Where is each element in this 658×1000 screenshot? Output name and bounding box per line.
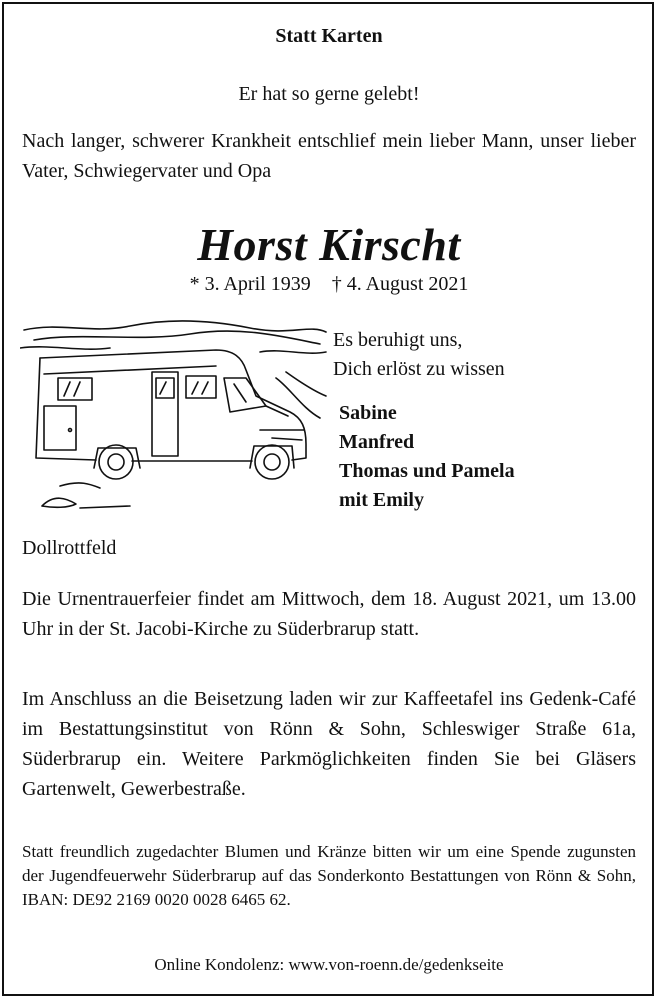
comfort-line: Dich erlöst zu wissen: [333, 358, 505, 380]
deceased-name: Horst Kirscht: [197, 219, 461, 270]
donation-text: Statt freundlich zugedachter Blumen und Kränze bitten wir um eine Spende zugunsten der Jugendfeuerwehr Süderbrarup auf das Sonderkonto Bestattungen von Rönn & Sohn, IBAN: DE92 2169 0020 0028 6465 62.: [22, 842, 636, 909]
place-name: Dollrottfeld: [22, 537, 117, 559]
family-member: Sabine: [339, 402, 397, 424]
life-dates: [0, 273, 658, 296]
camper-van-icon: [20, 318, 330, 518]
family-member: Manfred: [339, 431, 415, 453]
motto: Er hat so gerne gelebt!: [238, 83, 420, 105]
comfort-line: Es beruhigt uns,: [333, 329, 463, 351]
ceremony-text: Die Urnentrauerfeier findet am Mittwoch, dem 18. August 2021, um 13.00 Uhr in der St. Jacobi-Kirche zu Süderbrarup statt.: [22, 588, 636, 640]
family-member: mit Emily: [339, 489, 424, 511]
intro-text: Nach langer, schwerer Krankheit entschlief mein lieber Mann, unser lieber Vater, Schwiegervater und Opa: [22, 130, 636, 182]
birth-date: * 3. April 1939: [189, 273, 311, 295]
reception-text: Im Anschluss an die Beisetzung laden wir zur Kaffeetafel ins Gedenk-Café im Bestattungsinstitut von Rönn & Sohn, Schleswiger Straße 61a, Süderbrarup ein. Weitere Parkmöglichkeiten finden Sie bei Gläsers Gartenwelt, Gewerbestraße.: [22, 688, 636, 800]
family-member: Thomas und Pamela: [339, 460, 515, 482]
online-condolence: Online Kondolenz: www.von-roenn.de/gedenkseite: [154, 955, 504, 974]
death-date: † 4. August 2021: [331, 273, 469, 295]
notice-heading: Statt Karten: [275, 25, 383, 47]
family-names: [339, 399, 515, 515]
comfort-verse: [333, 326, 505, 384]
